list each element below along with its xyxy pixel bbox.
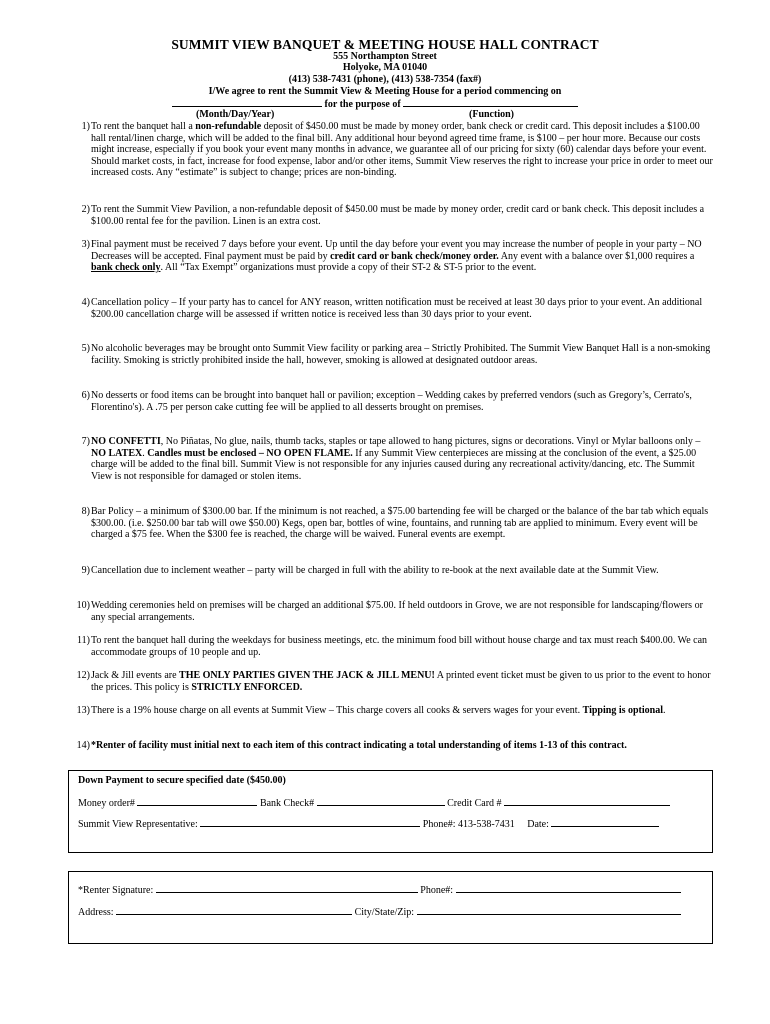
bank-check-field[interactable]	[317, 797, 445, 806]
text-bold-underline: bank check only	[91, 262, 161, 274]
down-payment-heading: Down Payment to secure specified date ($450.00)	[78, 775, 286, 786]
text-bold: STRICTLY ENFORCED.	[191, 681, 303, 693]
city-state-zip-field[interactable]	[417, 906, 681, 915]
money-order-label: Money order#	[78, 798, 135, 809]
function-label: (Function)	[469, 109, 514, 120]
item-number: 4)	[81, 297, 90, 308]
item-text	[91, 239, 717, 274]
payment-row	[78, 797, 670, 810]
money-order-field[interactable]	[137, 797, 257, 806]
agreement-text: I/We agree to rent the Summit View & Meeting House for a period commencing on	[208, 86, 562, 97]
text-bold: non-refundable	[195, 121, 262, 132]
item-number: 6)	[81, 390, 90, 401]
address-row	[78, 906, 681, 919]
item-text: To rent the banquet hall during the weekdays for business meetings, etc. the minimum food bill without house charge and tax must reach $400.00. We can accommodate groups of 10 people and up.	[91, 635, 708, 658]
item-text: Wedding ceremonies held on premises will be charged an additional $75.00. If held outdoors in Grove, we are not responsible for landscaping/flowers or any special arrangements.	[91, 600, 703, 623]
item-text	[91, 436, 717, 482]
representative-label: Summit View Representative:	[78, 819, 198, 830]
function-blank[interactable]	[403, 97, 578, 107]
page-title: SUMMIT VIEW BANQUET & MEETING HOUSE HALL CONTRACT	[171, 37, 599, 52]
item-text: No alcoholic beverages may be brought onto Summit View facility or parking area – Strictly Prohibited. The Summit View Banquet Hall is a non-smoking facility. Smoking is strictly prohibited inside the hall, however, smoking is allowed at designated outdoor areas.	[91, 343, 711, 366]
signature-row	[78, 884, 681, 897]
text-run: .	[663, 705, 666, 716]
text-run: A printed event ticket must be given to us prior to the event to honor the prices. This policy is	[91, 670, 711, 693]
text-bold: Candles must be enclosed – NO OPEN FLAME.	[147, 447, 353, 459]
item-number: 5)	[81, 343, 90, 354]
date-label: (Month/Day/Year)	[196, 109, 275, 120]
item-number: 9)	[81, 565, 90, 576]
item-number: 14)	[76, 740, 90, 751]
credit-card-field[interactable]	[504, 797, 670, 806]
item-number: 8)	[81, 506, 90, 517]
office-phone-label: Phone#: 413-538-7431	[422, 819, 515, 830]
item-number: 2)	[81, 204, 90, 215]
item-number: 10)	[76, 600, 90, 611]
text-run: Any event with a balance over $1,000 requires a	[498, 250, 695, 262]
item-text: No desserts or food items can be brought into banquet hall or pavilion; exception – Wedding cakes by preferred vendors (such as Gregory’s, Cerrato's, Florentino's). A .75 per person cake cutting fee will be applied to all desserts brought on premises.	[91, 390, 692, 413]
renter-phone-field[interactable]	[456, 884, 681, 893]
item-text: *Renter of facility must initial next to each item of this contract indicating a total understanding of items 1-13 of this contract.	[91, 740, 627, 751]
text-run: .	[142, 447, 148, 459]
date-blank[interactable]	[172, 97, 322, 107]
text-run: If any Summit View centerpieces are missing at the conclusion of the event, a $25.00 charge will be added to the final bill. Summit View is not responsible for any injuries caused during any recreational activity/dancing, etc. The Summit View is not responsible for damaged or stolen items.	[91, 447, 697, 482]
renter-signature-box	[68, 871, 713, 944]
item-number: 7)	[81, 436, 90, 447]
phone-fax: (413) 538-7431 (phone), (413) 538-7354 (fax#)	[288, 74, 482, 85]
item-text: To rent the Summit View Pavilion, a non-refundable deposit of $450.00 must be made by money order, credit card or bank check. This deposit includes a $100.00 rental fee for the pavilion. Linen is an extra cost.	[91, 204, 705, 227]
bank-check-label: Bank Check#	[259, 798, 315, 809]
text-run: There is a 19% house charge on all events at Summit View – This charge covers all cooks & servers wages for your event.	[91, 705, 583, 716]
item-text: Bar Policy – a minimum of $300.00 bar. If the minimum is not reached, a $75.00 bartending fee will be charged or the balance of the bar tab which equals $300.00. (i.e. $250.00 bar tab will owe $50.00) Kegs, open bar, bottles of wine, fountains, and running tab are applied to minimum. Every event will be charged a $75 fee. When the $300 fee is reached, the charge will be waived. Funeral events are exempt.	[91, 506, 709, 541]
text-bold: THE ONLY PARTIES GIVEN THE JACK & JILL MENU!	[179, 670, 435, 681]
item-number: 12)	[76, 670, 90, 681]
item-text	[91, 705, 717, 717]
text-bold: Tipping is optional	[582, 705, 664, 716]
address-field[interactable]	[116, 906, 352, 915]
text-run: deposit of $450.00 must be made by money order, bank check or credit card. This deposit includes a $100.00 hall rental/linen charge, which will be added to the final bill. Any additional hour beyond agreed time frame, is $100 – per hour more. Because our costs might increase, especially if you book your event many months in advance, we guarantee all of our pricing for sixty (60) calendar days before your event. Should market costs, in fact, increase for food expense, labor and/or other items, Summit View reserves the right to increase your price in order to meet our increased costs. Any “estimate” is subject to change; prices are non-binding.	[91, 121, 713, 179]
representative-row	[78, 818, 659, 831]
text-run: Jack & Jill events are	[91, 670, 180, 681]
credit-card-label: Credit Card #	[447, 798, 502, 809]
down-payment-box	[68, 770, 713, 853]
renter-signature-label: *Renter Signature:	[78, 885, 154, 896]
item-text	[91, 121, 717, 179]
date-label: Date:	[527, 819, 549, 830]
text-run: . All “Tax Exempt” organizations must provide a copy of their ST-2 & ST-5 prior to the event.	[160, 262, 537, 274]
representative-field[interactable]	[200, 818, 420, 827]
item-number: 13)	[76, 705, 90, 716]
address-street: 555 Northampton Street	[333, 51, 437, 62]
renter-phone-label: Phone#:	[420, 885, 454, 896]
text-run: Final payment must be received 7 days before your event. Up until the day before your event you may increase the number of people in your party – NO Decreases will be accepted. Final payment must be paid by	[91, 239, 702, 262]
text-run: , No Piñatas, No glue, nails, thumb tacks, staples or tape allowed to hang pictures, signs or decorations. Vinyl or Mylar balloons only –	[160, 436, 701, 447]
item-number: 3)	[81, 239, 90, 250]
item-number: 1)	[81, 121, 90, 132]
city-state-zip-label: City/State/Zip:	[354, 907, 415, 918]
text-bold: credit card or bank check/money order.	[330, 250, 499, 262]
item-number: 11)	[77, 635, 90, 646]
date-field[interactable]	[551, 818, 659, 827]
address-city: Holyoke, MA 01040	[342, 62, 428, 73]
item-text: Cancellation due to inclement weather – party will be charged in full with the ability to re-book at the next available date at the Summit View.	[91, 565, 659, 576]
text-bold: NO CONFETTI	[91, 436, 161, 447]
item-text	[91, 670, 717, 693]
text-run: To rent the banquet hall a	[91, 121, 196, 132]
item-text: Cancellation policy – If your party has to cancel for ANY reason, written notification must be received at least 30 days prior to your event. An additional $200.00 cancellation charge will be assessed if written notice is received less than 30 days prior to your event.	[91, 297, 703, 320]
text-bold: NO LATEX	[91, 447, 143, 459]
address-label: Address:	[78, 907, 114, 918]
purpose-label: for the purpose of	[324, 99, 401, 110]
renter-signature-field[interactable]	[156, 884, 418, 893]
